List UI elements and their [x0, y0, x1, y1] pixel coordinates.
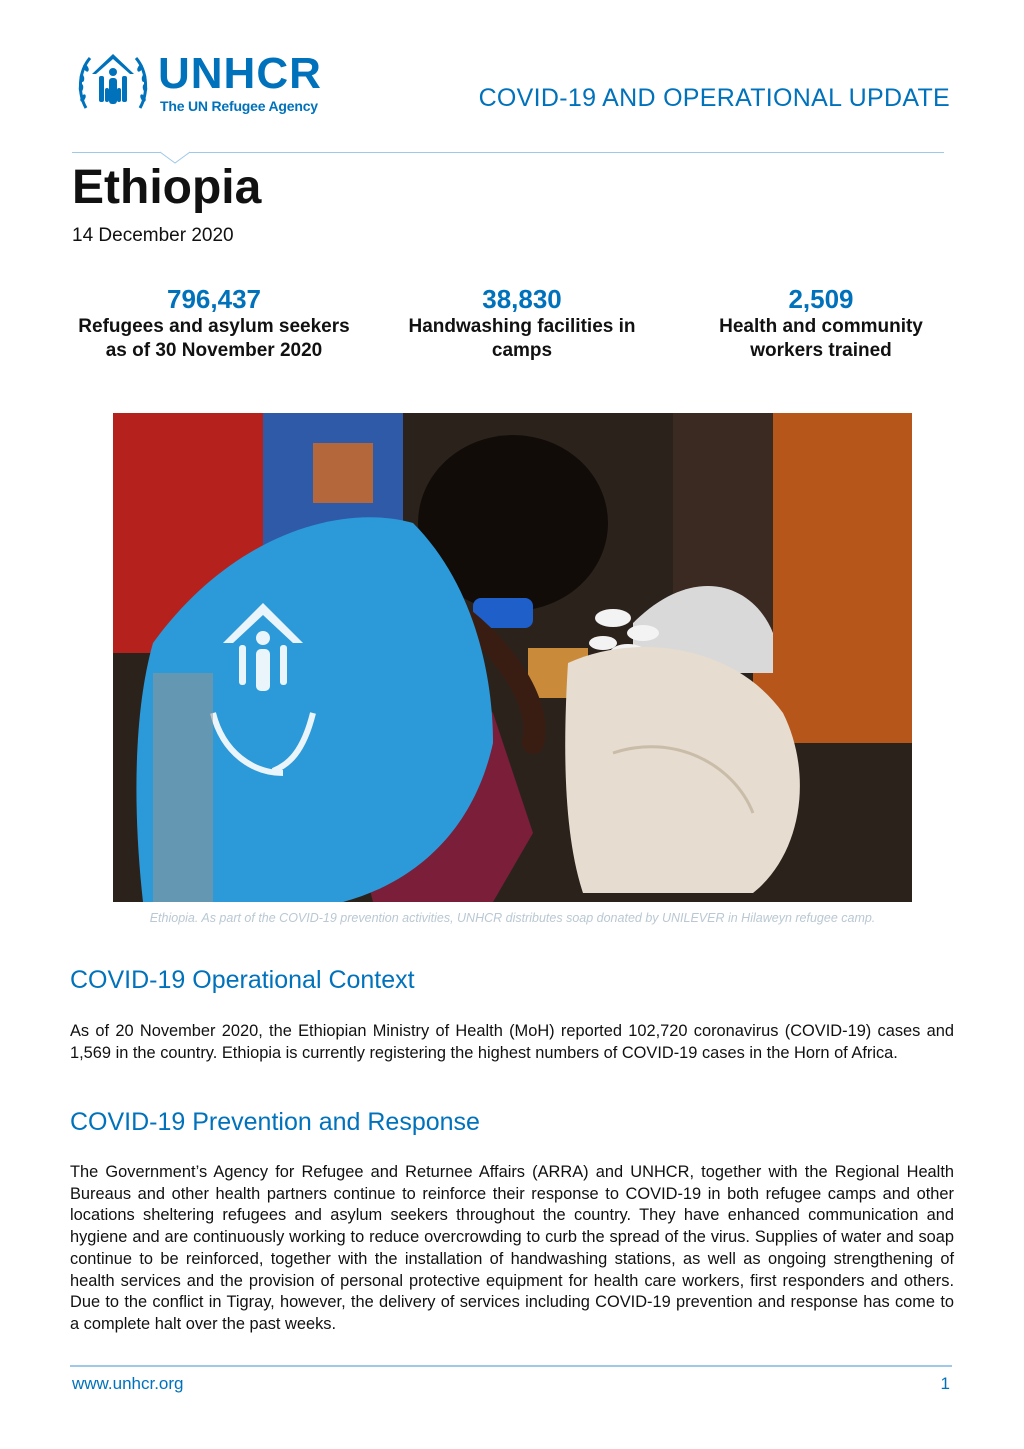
unhcr-logo [76, 48, 346, 118]
document-type-title: COVID-19 AND OPERATIONAL UPDATE [478, 84, 950, 112]
section-heading-prevention-response: COVID-19 Prevention and Response [70, 1108, 480, 1136]
section-body-prevention-response: The Government’s Agency for Refugee and Returnee Affairs (ARRA) and UNHCR, together with the Regional Health Bureaus and other health partners continue to reinforce their response to COVID-19 in both refugee camps and other locations sheltering refugees and asylum seekers throughout the country. They have enhanced communication and hygiene and are continuously working to reduce overcrowding to curb the spread of the virus. Supplies of water and soap continue to be reinforced, together with the installation of handwashing stations, as well as ongoing strengthening of health services and the provision of personal protective equipment for health care workers, first responders and others. Due to the conflict in Tigray, however, the delivery of services including COVID-19 prevention and response has come to a complete halt over the past weeks. [70, 1163, 954, 1333]
key-figure-workers [690, 284, 952, 363]
key-figure-refugees [76, 284, 352, 363]
brand-wordmark: UNHCR [158, 49, 322, 98]
unhcr-emblem-icon [76, 48, 150, 116]
section-heading-operational-context: COVID-19 Operational Context [70, 966, 415, 994]
photo-caption: Ethiopia. As part of the COVID-19 prevention activities, UNHCR distributes soap donated by UNILEVER in Hilaweyn refugee camp. [149, 911, 876, 925]
key-figure-label: Refugees and asylum seekers as of 30 November 2020 [78, 316, 350, 361]
footer-website-link[interactable]: www.unhcr.org [72, 1374, 184, 1393]
report-date: 14 December 2020 [72, 225, 234, 246]
key-figure-value: 796,437 [167, 284, 261, 314]
cover-photo [113, 413, 912, 902]
footer-divider [70, 1365, 952, 1367]
key-figure-value: 2,509 [788, 284, 854, 314]
key-figure-label: Handwashing facilities in camps [408, 316, 636, 361]
header-divider [72, 152, 944, 153]
key-figure-value: 38,830 [482, 284, 562, 314]
key-figure-handwashing [390, 284, 654, 363]
page-number: 1 [940, 1374, 950, 1393]
page-title: Ethiopia [72, 161, 262, 214]
key-figure-label: Health and community workers trained [719, 316, 923, 361]
cover-photo-illustration [113, 413, 912, 902]
brand-tagline: The UN Refugee Agency [160, 98, 318, 114]
section-body-operational-context: As of 20 November 2020, the Ethiopian Ministry of Health (MoH) reported 102,720 coronavirus (COVID-19) cases and 1,569 in the country. Ethiopia is currently registering the highest numbers of COVID-19 cases in the Horn of Africa. [70, 1022, 954, 1062]
